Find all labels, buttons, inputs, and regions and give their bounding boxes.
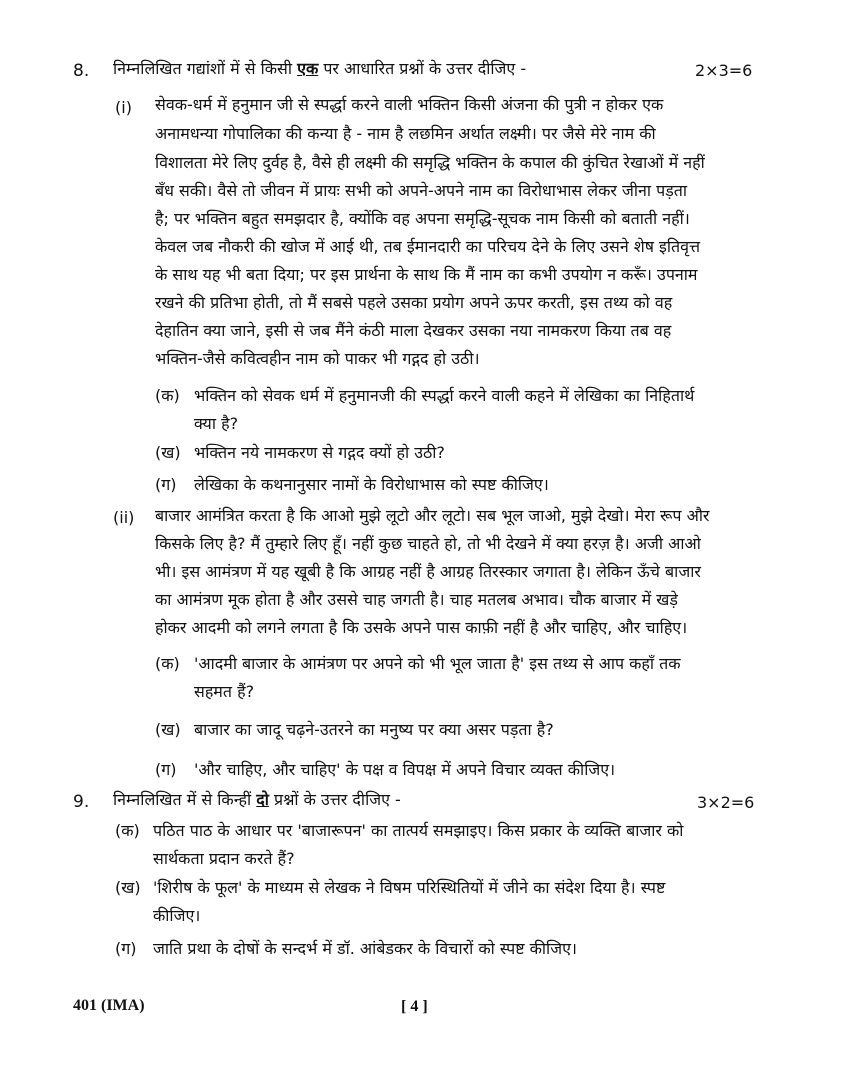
sub-question-text: पठित पाठ के आधार पर 'बाजारूपन' का तात्पर्य समझाइए। किस प्रकार के व्यक्ति बाजार को (153, 821, 684, 840)
sub-question-label: (क) (155, 654, 180, 673)
sub-question-text: जाति प्रथा के दोषों के सन्दर्भ में डॉ. आंबेडकर के विचारों को स्पष्ट कीजिए। (153, 939, 577, 958)
sub-question-text: 'और चाहिए, और चाहिए' के पक्ष व विपक्ष में अपने विचार व्यक्त कीजिए। (194, 760, 616, 779)
sub-question-text: कीजिए। (153, 906, 201, 925)
passage-line: होकर आदमी को लगने लगता है कि उसके अपने पास काफ़ी नहीं है और चाहिए, और चाहिए। (155, 618, 688, 637)
paper-code: 401 (IMA) (73, 997, 145, 1014)
passage-line: भक्तिन-जैसे कवित्वहीन नाम को पाकर भी गद्गद हो उठी। (155, 349, 480, 368)
instruction-text: प्रश्नों के उत्तर दीजिए - (268, 790, 401, 809)
passage-line: के साथ यह भी बता दिया; पर इस प्रार्थना के साथ कि मैं नाम का कभी उपयोग न करूँ। उपनाम (155, 265, 698, 284)
passage-line: अनामधन्या गोपालिका की कन्या है - नाम है लछमिन अर्थात लक्ष्मी। पर जैसे मेरे नाम की (155, 124, 656, 143)
sub-question-text: लेखिका के कथनानुसार नामों के विरोधाभास को स्पष्ट कीजिए। (194, 475, 549, 494)
question-8-marks: 2×3=6 (695, 61, 753, 80)
passage-line: विशालता मेरे लिए दुर्वह है, वैसे ही लक्ष्मी की समृद्धि भक्तिन के कपाल की कुंचित रेखाओं में नहीं (155, 153, 705, 172)
question-8-instruction (113, 61, 673, 77)
sub-question-text: भक्तिन को सेवक धर्म में हनुमानजी की स्पर्द्धा करने वाली कहने में लेखिका का निहितार्थ (194, 386, 695, 405)
sub-question-label: (ख) (115, 878, 141, 897)
sub-question-label: (क) (155, 386, 180, 405)
sub-question-text: सहमत हैं? (194, 682, 255, 701)
instruction-emphasis: एक (297, 59, 319, 78)
sub-question-label: (ग) (155, 760, 177, 779)
passage-line: बँध सकी। वैसे तो जीवन में प्रायः सभी को अपने-अपने नाम का विरोधाभास लेकर जीना पड़ता (155, 181, 688, 200)
instruction-emphasis: दो (256, 790, 269, 809)
passage-line: बाजार आमंत्रित करता है कि आओ मुझे लूटो और लूटो। सब भूल जाओ, मुझे देखो। मेरा रूप और (155, 506, 710, 525)
passage-line: है; पर भक्तिन बहुत समझदार है, क्योंकि वह अपना समृद्धि-सूचक नाम किसी को बताती नहीं। (155, 209, 690, 228)
sub-question-text: बाजार का जादू चढ़ने-उतरने का मनुष्य पर क्या असर पड़ता है? (194, 720, 554, 739)
passage-line: केवल जब नौकरी की खोज में आई थी, तब ईमानदारी का परिचय देने के लिए उसने शेष इतिवृत्त (155, 237, 701, 256)
instruction-text: निम्नलिखित गद्यांशों में से किसी (113, 59, 298, 78)
question-9-number: 9. (73, 792, 90, 812)
question-9-instruction (113, 792, 673, 808)
passage-2-label: (ii) (113, 508, 135, 527)
sub-question-label: (ग) (115, 939, 137, 958)
passage-line: रखने की प्रतिभा होती, तो मैं सबसे पहले उसका प्रयोग अपने ऊपर करती, इस तथ्य को वह (155, 293, 673, 312)
sub-question-text: सार्थकता प्रदान करते हैं? (153, 849, 295, 868)
passage-line: किसके लिए है? मैं तुम्हारे लिए हूँ। नहीं कुछ चाहते हो, तो भी देखने में क्या हरज़ है। अजी आओ (155, 534, 701, 553)
sub-question-label: (ख) (155, 720, 181, 739)
passage-line: सेवक-धर्म में हनुमान जी से स्पर्द्धा करने वाली भक्तिन किसी अंजना की पुत्री न होकर एक (155, 95, 664, 114)
passage-1-label: (i) (115, 98, 132, 117)
sub-question-text: क्या है? (194, 414, 239, 433)
question-9-marks: 3×2=6 (697, 793, 755, 812)
sub-question-text: 'आदमी बाजार के आमंत्रण पर अपने को भी भूल जाता है' इस तथ्य से आप कहाँ तक (194, 654, 681, 673)
passage-line: का आमंत्रण मूक होता है और उससे चाह जगती है। चाह मतलब अभाव। चौक बाजार में खड़े (155, 590, 678, 609)
instruction-text: पर आधारित प्रश्नों के उत्तर दीजिए - (318, 59, 527, 78)
sub-question-text: 'शिरीष के फूल' के माध्यम से लेखक ने विषम परिस्थितियों में जीने का संदेश दिया है। स्पष्ट (153, 878, 666, 897)
question-8-number: 8. (73, 61, 90, 81)
page-number: [ 4 ] (401, 998, 428, 1015)
sub-question-label: (ख) (155, 443, 181, 462)
instruction-text: निम्नलिखित में से किन्हीं (113, 790, 257, 809)
passage-line: भी। इस आमंत्रण में यह खूबी है कि आग्रह नहीं है आग्रह तिरस्कार जगाता है। लेकिन ऊँचे बाजार (155, 562, 701, 581)
sub-question-label: (ग) (155, 475, 177, 494)
sub-question-label: (क) (115, 821, 140, 840)
passage-line: देहातिन क्या जाने, इसी से जब मैंने कंठी माला देखकर उसका नया नामकरण किया तब वह (155, 321, 672, 340)
sub-question-text: भक्तिन नये नामकरण से गद्गद क्यों हो उठी? (194, 443, 445, 462)
